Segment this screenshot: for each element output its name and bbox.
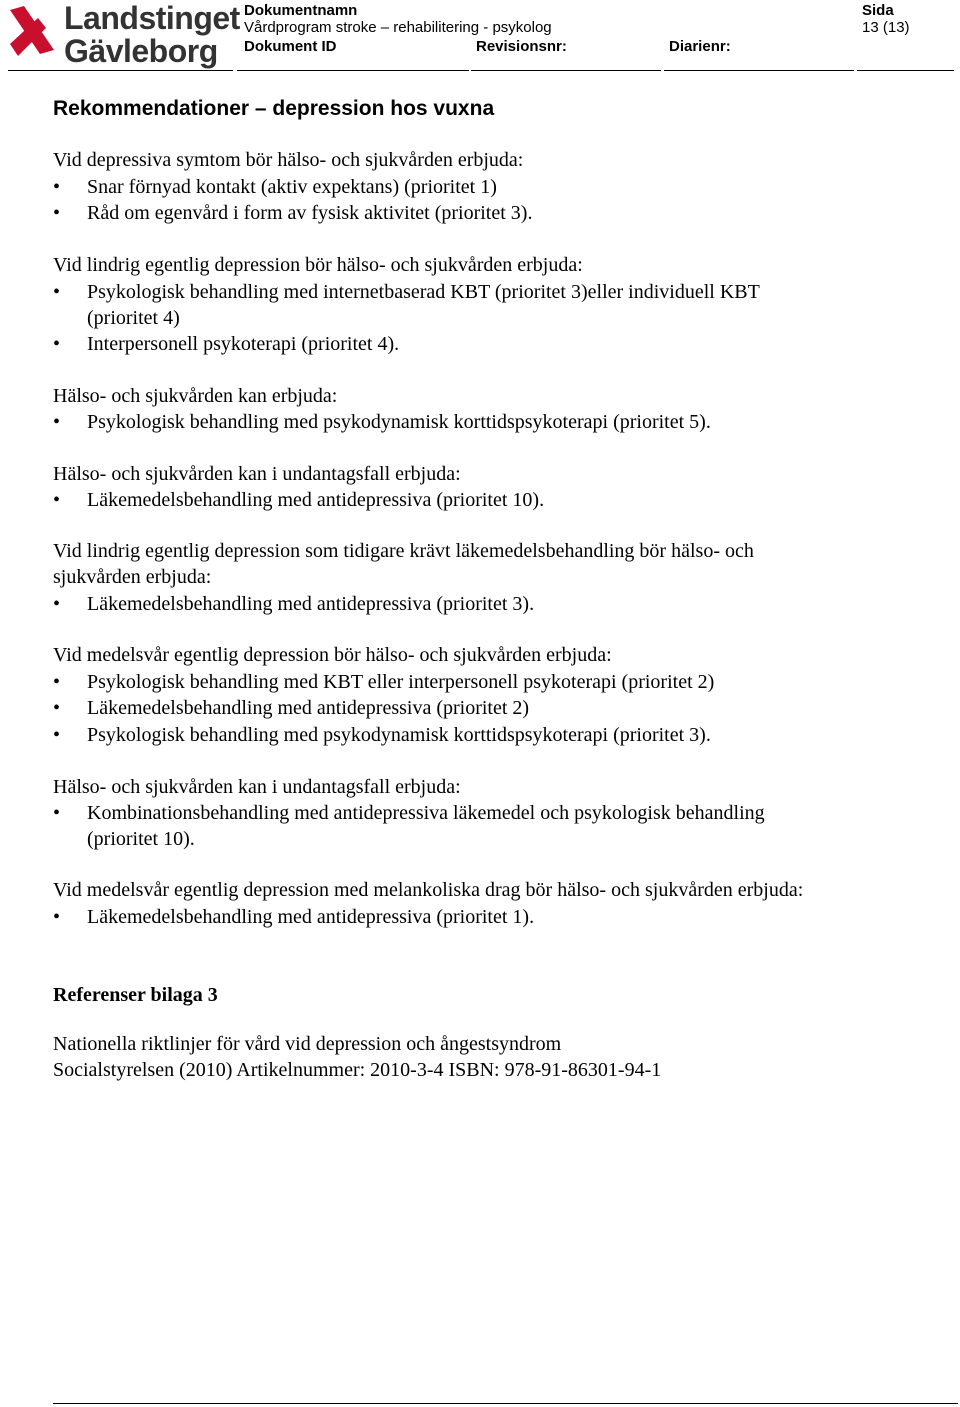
list-item: • Läkemedelsbehandling med antidepressiva (prioritet 10). xyxy=(53,487,913,513)
logo-mark-icon xyxy=(8,4,56,66)
list-item: • Psykologisk behandling med internetbaserad KBT (prioritet 3)eller individuell KBT xyxy=(53,279,913,305)
paragraph: Vid depressiva symtom bör hälso- och sjukvården erbjuda: xyxy=(53,149,524,171)
list-item: • Psykologisk behandling med psykodynamisk korttidspsykoterapi (prioritet 5). xyxy=(53,409,913,435)
list-item: • Kombinationsbehandling med antidepressiva läkemedel och psykologisk behandling xyxy=(53,800,913,826)
landstinget-logo xyxy=(8,0,240,69)
header-rule xyxy=(471,70,661,71)
list-item: • Psykologisk behandling med KBT eller interpersonell psykoterapi (prioritet 2) xyxy=(53,669,913,695)
list-item-continuation: (prioritet 4) xyxy=(87,307,180,329)
header-rule xyxy=(664,70,854,71)
reference-line: Socialstyrelsen (2010) Artikelnummer: 2010-3-4 ISBN: 978-91-86301-94-1 xyxy=(53,1059,662,1081)
header-rule xyxy=(237,70,469,71)
header-rule xyxy=(8,70,233,71)
doc-name-value: Vårdprogram stroke – rehabilitering - psykolog xyxy=(244,19,552,36)
diary-label: Diarienr: xyxy=(669,38,731,55)
revision-label: Revisionsnr: xyxy=(476,38,567,55)
logo-line2: Gävleborg xyxy=(64,33,218,69)
references-title: Referenser bilaga 3 xyxy=(53,984,218,1006)
list-item: • Läkemedelsbehandling med antidepressiva (prioritet 1). xyxy=(53,904,913,930)
logo-line1: Landstinget xyxy=(64,0,240,36)
footer-rule xyxy=(53,1403,958,1404)
paragraph: Hälso- och sjukvården kan i undantagsfall erbjuda: xyxy=(53,776,461,798)
paragraph: Vid medelsvår egentlig depression med melankoliska drag bör hälso- och sjukvården erbjuda: xyxy=(53,879,804,901)
header-rule xyxy=(857,70,954,71)
list-item: • Läkemedelsbehandling med antidepressiva (prioritet 3). xyxy=(53,591,913,617)
reference-line: Nationella riktlinjer för vård vid depression och ångestsyndrom xyxy=(53,1033,562,1055)
list-item: • Läkemedelsbehandling med antidepressiva (prioritet 2) xyxy=(53,695,913,721)
section-title: Rekommendationer – depression hos vuxna xyxy=(53,97,495,120)
paragraph: Vid lindrig egentlig depression bör hälso- och sjukvården erbjuda: xyxy=(53,254,583,276)
doc-id-label: Dokument ID xyxy=(244,38,337,55)
list-item-continuation: (prioritet 10). xyxy=(87,828,195,850)
paragraph-continuation: sjukvården erbjuda: xyxy=(53,566,212,588)
list-item: • Interpersonell psykoterapi (prioritet 4). xyxy=(53,331,913,357)
page-label: Sida xyxy=(862,2,894,19)
paragraph: Vid medelsvår egentlig depression bör hälso- och sjukvården erbjuda: xyxy=(53,644,612,666)
page-number: 13 (13) xyxy=(862,19,910,36)
list-item: • Psykologisk behandling med psykodynamisk korttidspsykoterapi (prioritet 3). xyxy=(53,722,913,748)
doc-name-label: Dokumentnamn xyxy=(244,2,358,19)
list-item: • Snar förnyad kontakt (aktiv expektans) (prioritet 1) xyxy=(53,174,913,200)
list-item: • Råd om egenvård i form av fysisk aktivitet (prioritet 3). xyxy=(53,200,913,226)
paragraph: Vid lindrig egentlig depression som tidigare krävt läkemedelsbehandling bör hälso- och xyxy=(53,540,754,562)
paragraph: Hälso- och sjukvården kan erbjuda: xyxy=(53,385,338,407)
paragraph: Hälso- och sjukvården kan i undantagsfall erbjuda: xyxy=(53,463,461,485)
